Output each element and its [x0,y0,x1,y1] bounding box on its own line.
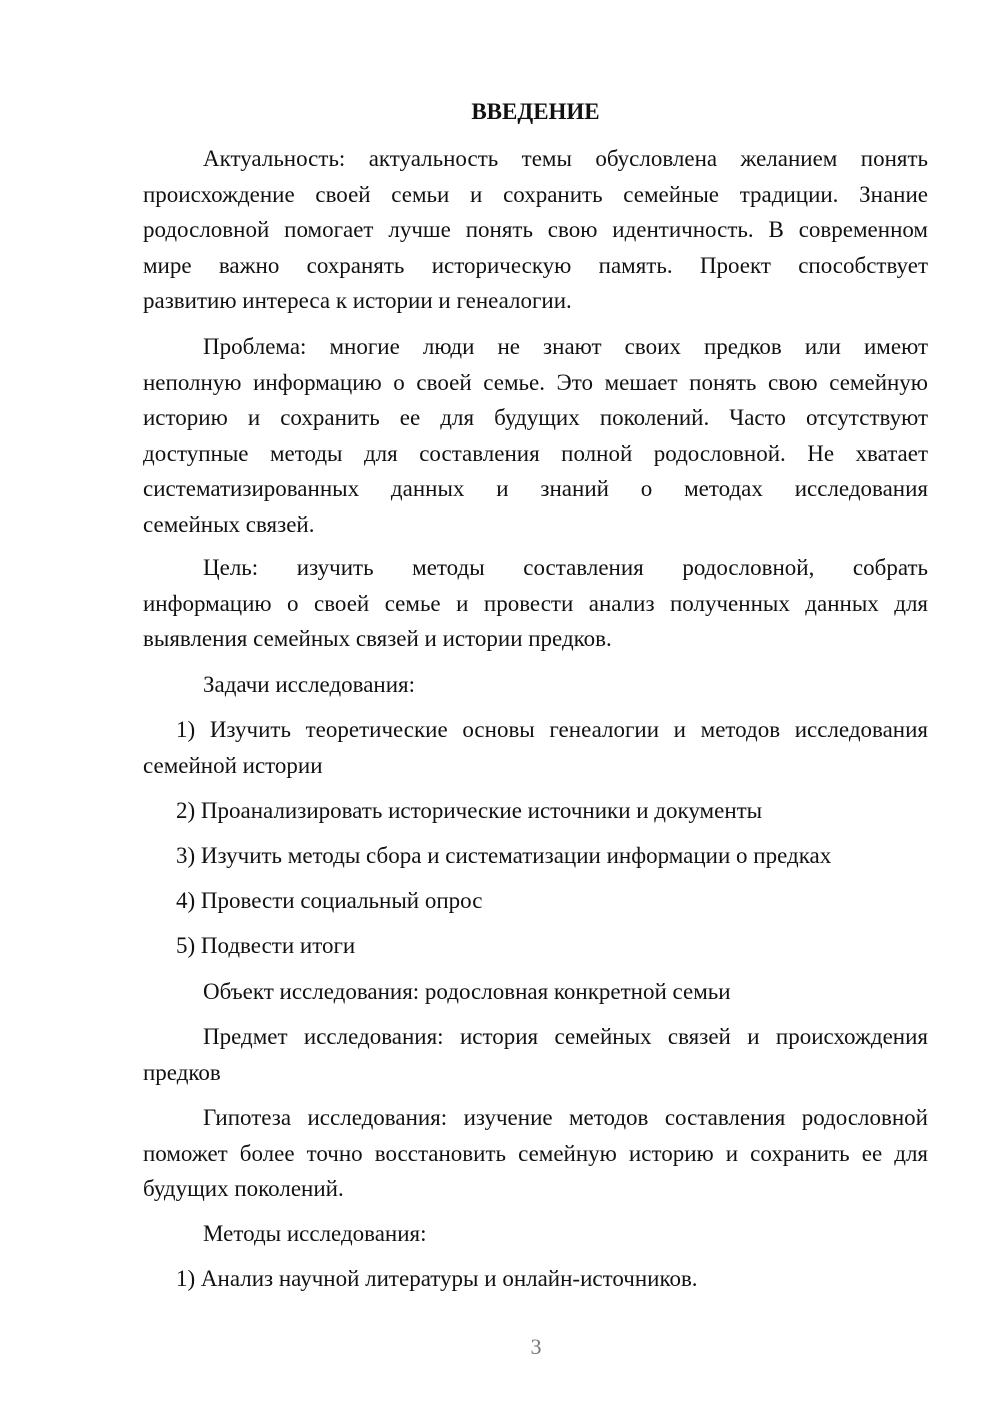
list-item-line: 2) Проанализировать исторические источники и документы [176,798,763,823]
tasks-heading [143,667,928,703]
hypothesis-paragraph [143,1100,928,1207]
methods-heading [143,1216,928,1252]
task-item-4 [143,883,928,919]
list-item-line: 3) Изучить методы сбора и систематизации информации о предках [176,843,832,868]
task-item-2 [143,793,928,829]
list-item-line: 1) Изучить теоретические основы генеалогии и методов исследования [176,717,928,742]
problem-paragraph [143,329,928,542]
list-item-line: 5) Подвести итоги [176,933,356,958]
paragraph-line: Объект исследования: родословная конкретной семьи [203,979,731,1004]
subject-paragraph [143,1019,928,1090]
page-number: 3 [530,1334,542,1359]
page-title: ВВЕДЕНИЕ [471,99,600,124]
paragraph-line: родословной помогает лучше понять свою идентичность. В современном [143,217,928,242]
list-item-line: 4) Провести социальный опрос [176,888,483,913]
paragraph-line: информацию о своей семье и провести анализ полученных данных для [143,590,928,616]
task-item-5 [143,928,928,964]
section-heading: Задачи исследования: [203,672,416,697]
paragraph-line: выявления семейных связей и истории предков. [143,626,612,651]
paragraph-line: развитию интереса к истории и генеалогии. [143,288,572,313]
paragraph-line: Актуальность: актуальность темы обусловлена желанием понять [203,146,928,171]
relevance-paragraph [143,141,928,319]
paragraph-line: Проблема: многие люди не знают своих предков или имеют [203,334,928,359]
paragraph-line: поможет более точно восстановить семейную историю и сохранить ее для [143,1140,928,1166]
paragraph-line: предков [143,1059,221,1085]
task-item-1 [143,712,928,783]
task-item-3 [143,838,928,874]
list-item-line: семейной истории [143,752,323,778]
method-item-1 [143,1261,928,1297]
paragraph-line: будущих поколений. [143,1176,344,1201]
paragraph-line: Предмет исследования: история семейных связей и происхождения [203,1024,928,1049]
paragraph-line: Гипотеза исследования: изучение методов составления родословной [203,1105,928,1130]
list-item-line: 1) Анализ научной литературы и онлайн-источников. [176,1266,698,1291]
section-heading: Методы исследования: [203,1221,427,1246]
paragraph-line: Цель: изучить методы составления родословной, собрать [203,555,928,580]
paragraph-line: семейных связей. [143,511,315,537]
paragraph-line: историю и сохранить ее для будущих поколений. Часто отсутствуют [143,405,928,430]
object-paragraph [143,974,928,1010]
paragraph-line: доступные методы для составления полной родословной. Не хватает [143,440,928,466]
paragraph-line: мире важно сохранять историческую память. Проект способствует [143,252,928,278]
paragraph-line: неполную информацию о своей семье. Это мешает понять свою семейную [143,369,928,395]
paragraph-line: систематизированных данных и знаний о методах исследования [143,476,928,501]
paragraph-line: происхождение своей семьи и сохранить семейные традиции. Знание [143,181,928,207]
goal-paragraph [143,550,928,657]
